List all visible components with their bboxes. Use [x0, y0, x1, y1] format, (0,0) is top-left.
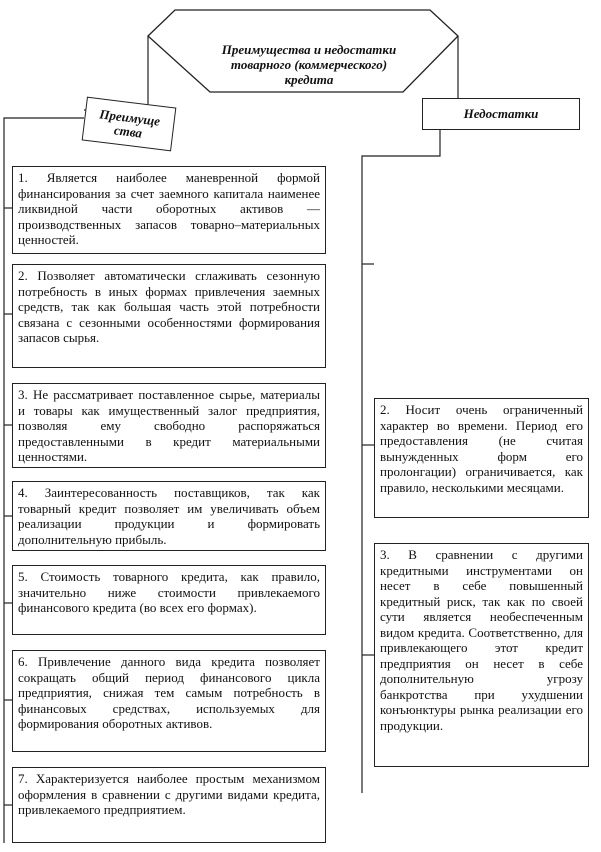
- advantage-item-6: 6. Привлечение данного вида кредита позволяет сокращать общий период финансового цикла предприятия, снижая тем самым потребность в финансовых средствах, используемых для формирования оборотных активов.: [12, 650, 326, 752]
- advantage-item-5: 5. Стоимость товарного кредита, как правило, значительно ниже стоимости привлекаемого финансового кредита (во всех его формах).: [12, 565, 326, 635]
- diagram-title: Преимущества и недостатки товарного (коммерческого) кредита: [221, 42, 397, 87]
- advantage-item-7: 7. Характеризуется наиболее простым механизмом оформления в сравнении с другими видами кредита, привлекаемого предприятием.: [12, 767, 326, 843]
- disadvantages-label: Недостатки: [422, 98, 580, 130]
- advantage-item-4: 4. Заинтересованность поставщиков, так как товарный кредит позволяет им увеличивать объем реализации продукции и формировать дополнительную прибыль.: [12, 481, 326, 551]
- disadvantage-item-2: 2. Носит очень ограниченный характер во времени. Период его предоставления (не считая вынужденных форм его пролонгации) ограничивается, как правило, несколькими месяцами.: [374, 398, 589, 518]
- advantage-item-3: 3. Не рассматривает поставленное сырье, материалы и товары как имущественный залог предприятия, позволяя ему свободно распоряжаться предоставленными в кредит материальными ценностями.: [12, 383, 326, 468]
- disadvantage-item-3: 3. В сравнении с другими кредитными инструментами он несет в себе повышенный кредитный риск, так как по своей сути является необеспеченным видом кредита. Соответственно, для привлекающего этот кредит предприятия он несет в себе дополнительную угрозу банкротства при ухудшении конъюнктуры рынка реализации его продукции.: [374, 543, 589, 767]
- advantage-item-2: 2. Позволяет автоматически сглаживать сезонную потребность в иных формах привлечения заемных средств, так как большая часть этой потребности связана с сезонными особенностями формирования запасов сырья.: [12, 264, 326, 368]
- advantage-item-1: 1. Является наиболее маневренной формой финансирования за счет заемного капитала наименее ликвидной части оборотных активов — производственных запасов товарно–материальных ценностей.: [12, 166, 326, 254]
- advantages-label: Преимуще ства: [82, 97, 177, 152]
